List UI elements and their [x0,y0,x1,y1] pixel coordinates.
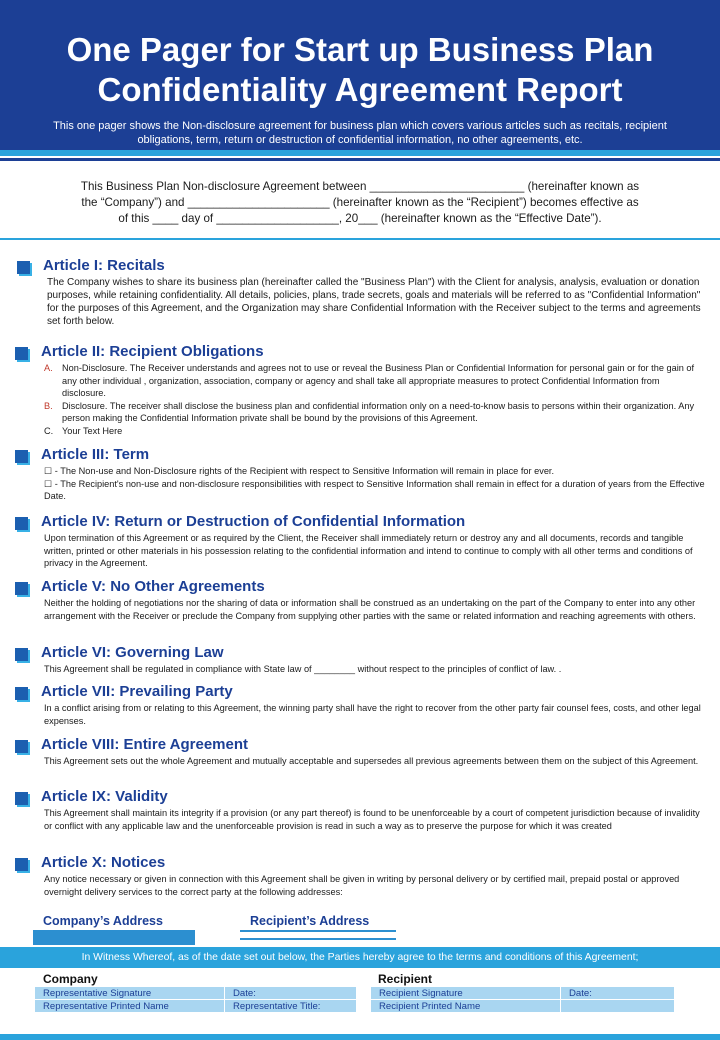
checkbox-icon [15,687,28,700]
article-entire-agreement [15,735,705,768]
checkbox-icon [15,347,28,360]
article-prevailing-party [15,682,705,727]
article-return-destruction [15,512,705,570]
article-title: Article I: Recitals [43,257,165,274]
list-item-text: Disclosure. The receiver shall disclose the business plan and confidential information only on a need-to-know basis to persons within their organization. Any person making the Confidential Information private shall be bound by the provisions of this Agreement. [62,400,695,424]
article-text: Neither the holding of negotiations nor the sharing of data or information shall be construed as an undertaking on the part of the Company to enter into any other arrangement with the Receiver or preclude the Company from supplying other parties with the same or related information and reaching agreements with others. [44,598,696,621]
checkbox-icon [15,517,28,530]
article-text: In a conflict arising from or relating to this Agreement, the winning party shall have the right to recover from the other party fair counsel fees, costs, and other legal expenses. [44,703,701,726]
recipient-signature-table [370,986,675,1013]
page-subtitle: This one pager shows the Non-disclosure agreement for business plan which covers various articles such as recitals, recipient obligations, term, return or destruction of confidential information, no other agreements, etc. [53,120,667,146]
header-banner [0,0,720,150]
witness-banner: In Witness Whereof, as of the date set out below, the Parties hereby agree to the terms and conditions of this Agreement; [0,947,720,968]
article-text: The Company wishes to share its business plan (hereinafter called the "Business Plan") with the Client for analysis, analysis, evaluation or donation purposes, while retaining confidentiality. All details, policies, plans, trade secrets, goals and materials will be referred to as "Confidential Information" for the purposes of this Agreement, and the Organization may share Confidential Information with the Receiver subject to the terms and agreements set forth below. [47,277,701,327]
checkbox-icon [15,858,28,871]
page-title [0,0,720,110]
article-text [44,465,705,503]
article-recitals [15,256,705,328]
term-line-2: ☐ - The Recipient's non-use and non-disclosure responsibilities with respect to Sensitive Information shall remain in effect for a duration of years from the Effective Date. [44,478,705,502]
header-accent-stripe [0,150,720,156]
rep-printed-name-field[interactable]: Representative Printed Name [35,1000,225,1013]
article-text [44,362,705,438]
article-recipient-obligations [15,342,705,438]
recipient-block-title: Recipient [378,972,433,986]
article-title: Article V: No Other Agreements [41,578,265,595]
list-item [44,425,705,438]
checkbox-icon [15,792,28,805]
article-title: Article VIII: Entire Agreement [41,736,248,753]
article-governing-law [15,643,705,676]
checkbox-icon [17,261,30,274]
footer-stripe [0,1034,720,1040]
title-line-1: One Pager for Start up Business Plan [66,31,654,68]
intro-line-3: of this ____ day of ___________________, 20___ (hereinafter known as the “Effective Date”). [118,212,602,225]
recipient-address-field-line-2[interactable] [240,938,396,940]
article-title: Article IV: Return or Destruction of Confidential Information [41,513,466,530]
checkbox-icon [15,582,28,595]
article-term [15,445,705,503]
list-marker: C. [44,425,54,436]
checkbox-icon [15,648,28,661]
list-marker: B. [44,400,53,411]
article-text: This Agreement shall be regulated in compliance with State law of ________ without respect to the principles of conflict of law. . [44,664,562,674]
term-line-1: ☐ - The Non-use and Non-Disclosure rights of the Recipient with respect to Sensitive Information will remain in place for ever. [44,466,555,476]
article-title: Article IX: Validity [41,788,168,805]
recipient-address-label: Recipient’s Address [250,914,370,928]
company-address-label: Company’s Address [43,914,163,928]
list-item [44,400,705,425]
intro-line-1: This Business Plan Non-disclosure Agreement between ________________________ (hereinafter known as [80,180,640,193]
list-item [44,362,705,400]
recipient-signature-field[interactable]: Recipient Signature [371,987,561,1000]
intro-line-2: the “Company”) and ______________________ (hereinafter known as the “Recipient”) becomes effective as [81,196,639,209]
title-line-2: Confidentiality Agreement Report [97,71,623,108]
article-title: Article X: Notices [41,854,166,871]
article-text: Any notice necessary or given in connection with this Agreement shall be given in writing by personal delivery or by certified mail, prepaid postal or approved overnight delivery services to the correct party at the following addresses: [44,874,680,897]
article-notices [15,853,705,898]
article-title: Article VI: Governing Law [41,644,224,661]
article-title: Article II: Recipient Obligations [41,343,264,360]
recipient-date-field[interactable]: Date: [561,987,675,1000]
article-text: This Agreement sets out the whole Agreement and mutually acceptable and supersedes all previous agreements between them on the subject of this Agreement. [44,756,699,766]
intro-divider [0,238,720,240]
article-no-other-agreements [15,577,705,622]
company-date-field[interactable]: Date: [225,987,357,1000]
article-title: Article III: Term [41,446,150,463]
recipient-printed-name-field[interactable]: Recipient Printed Name [371,1000,561,1013]
company-signature-table [34,986,357,1013]
article-text: Upon termination of this Agreement or as required by the Client, the Receiver shall immediately return or destroy any and all documents, records and tangible written, printed or other materials in his possession relating to the confidential information and intend to continue to comply with all other terms and conditions of privacy in the Agreement. [44,533,693,569]
article-validity [15,787,705,832]
recipient-address-field-line-1[interactable] [240,930,396,932]
company-address-field[interactable] [33,930,195,945]
agreement-intro [24,179,696,227]
list-item-text: Your Text Here [62,425,123,436]
rep-title-field[interactable]: Representative Title: [225,1000,357,1013]
recipient-empty-field[interactable] [561,1000,675,1013]
checkbox-icon [15,740,28,753]
checkbox-icon [15,450,28,463]
list-item-text: Non-Disclosure. The Receiver understands and agrees not to use or reveal the Business Plan or Confidential Information for personal gain or for the gain of any other individual , organization, association, company or agency and shall take all appropriate measures to protect Confidential Information from disclosure. [62,363,695,399]
company-block-title: Company [43,972,98,986]
header-divider-line [0,158,720,161]
list-marker: A. [44,363,53,373]
article-text: This Agreement shall maintain its integrity if a provision (or any part thereof) is found to be unenforceable by a court of competent jurisdiction because of invalidity or conflict with any applicable law and the unenforceable provision is read in such a way as to preserve the purpose for which it was created [44,808,700,831]
article-title: Article VII: Prevailing Party [41,683,233,700]
rep-signature-field[interactable]: Representative Signature [35,987,225,1000]
